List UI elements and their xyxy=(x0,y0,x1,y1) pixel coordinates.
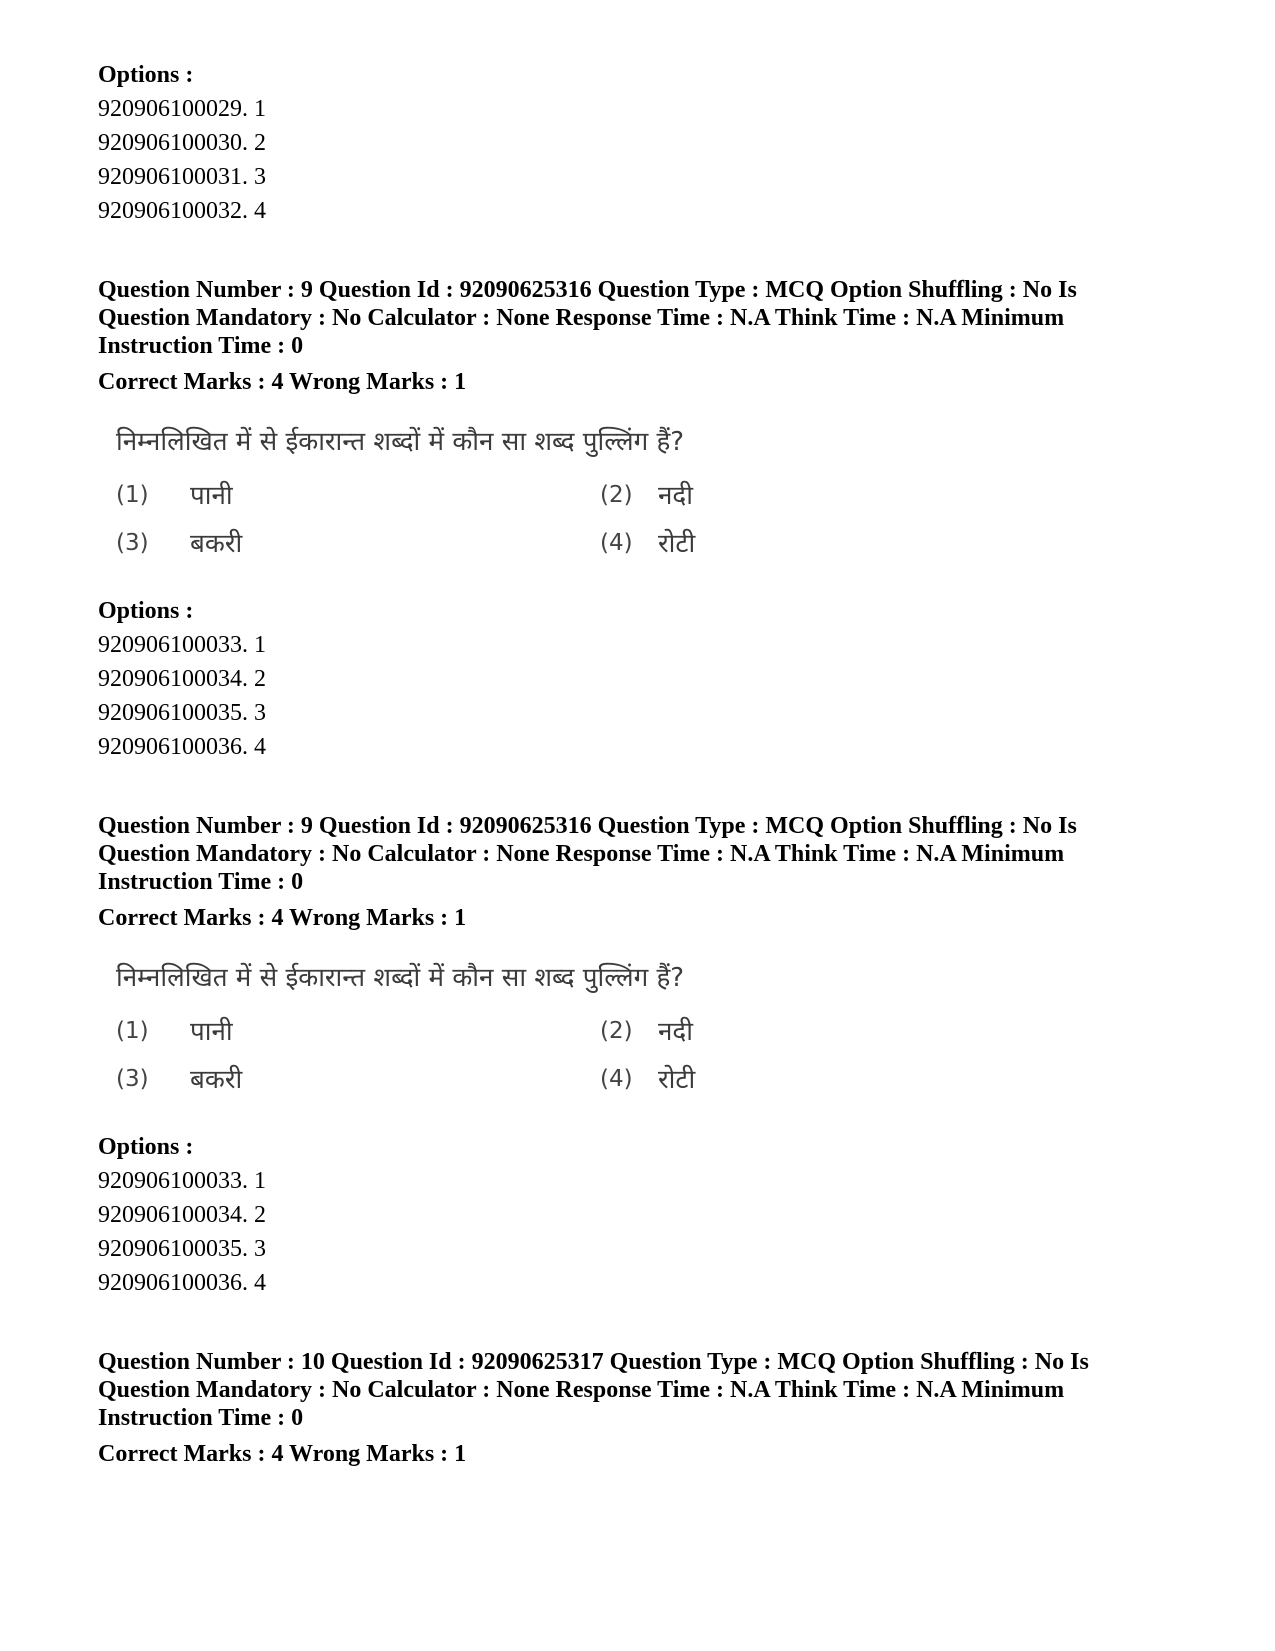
question-meta-line: Question Mandatory : No Calculator : None Response Time : N.A Think Time : N.A Minimum xyxy=(98,305,1065,331)
option-line: 920906100032. 4 xyxy=(98,198,266,224)
option-line: 920906100036. 4 xyxy=(98,1270,266,1296)
question-block xyxy=(98,1348,1198,1468)
question-image xyxy=(98,954,1198,1124)
question-image xyxy=(98,418,1198,588)
choice-number: (1) xyxy=(116,482,149,508)
question-block xyxy=(98,276,1198,764)
choice-text: पानी xyxy=(190,481,233,511)
question-meta-line: Question Number : 10 Question Id : 92090625317 Question Type : MCQ Option Shuffling : No Is xyxy=(98,1349,1089,1375)
choice-text: पानी xyxy=(190,1017,233,1047)
choice-number: (2) xyxy=(600,482,633,508)
question-block xyxy=(98,812,1198,1300)
option-line: 920906100035. 3 xyxy=(98,1236,266,1262)
choice-text: बकरी xyxy=(190,529,243,559)
option-line: 920906100030. 2 xyxy=(98,130,266,156)
option-line: 920906100031. 3 xyxy=(98,164,266,190)
options-section-top xyxy=(98,58,1198,228)
question-meta-line: Instruction Time : 0 xyxy=(98,1405,304,1431)
question-meta-line: Question Number : 9 Question Id : 92090625316 Question Type : MCQ Option Shuffling : No Is xyxy=(98,813,1077,839)
question-stem: निम्नलिखित में से ईकारान्त शब्दों में कौन सा शब्द पुल्लिंग हैं? xyxy=(116,963,685,993)
choice-number: (3) xyxy=(116,530,149,556)
marks-line: Correct Marks : 4 Wrong Marks : 1 xyxy=(98,905,467,931)
choice-text: रोटी xyxy=(658,1065,696,1095)
choice-number: (2) xyxy=(600,1018,633,1044)
options-section xyxy=(98,1130,1198,1300)
option-line: 920906100033. 1 xyxy=(98,1168,266,1194)
options-heading: Options : xyxy=(98,598,194,624)
question-meta-line: Question Number : 9 Question Id : 92090625316 Question Type : MCQ Option Shuffling : No Is xyxy=(98,277,1077,303)
options-heading: Options : xyxy=(98,1134,194,1160)
choice-text: रोटी xyxy=(658,529,696,559)
choice-number: (4) xyxy=(600,530,633,556)
marks-line: Correct Marks : 4 Wrong Marks : 1 xyxy=(98,1441,467,1467)
choice-text: बकरी xyxy=(190,1065,243,1095)
choice-number: (1) xyxy=(116,1018,149,1044)
option-line: 920906100035. 3 xyxy=(98,700,266,726)
option-line: 920906100034. 2 xyxy=(98,666,266,692)
option-line: 920906100036. 4 xyxy=(98,734,266,760)
choice-text: नदी xyxy=(658,1017,693,1047)
question-meta-line: Question Mandatory : No Calculator : None Response Time : N.A Think Time : N.A Minimum xyxy=(98,1377,1065,1403)
marks-line: Correct Marks : 4 Wrong Marks : 1 xyxy=(98,369,467,395)
option-line: 920906100034. 2 xyxy=(98,1202,266,1228)
question-meta-line: Instruction Time : 0 xyxy=(98,869,304,895)
question-meta-line: Question Mandatory : No Calculator : None Response Time : N.A Think Time : N.A Minimum xyxy=(98,841,1065,867)
option-line: 920906100029. 1 xyxy=(98,96,266,122)
document-page xyxy=(98,58,1198,1468)
choice-number: (3) xyxy=(116,1066,149,1092)
choice-number: (4) xyxy=(600,1066,633,1092)
options-section xyxy=(98,594,1198,764)
choice-text: नदी xyxy=(658,481,693,511)
question-meta-line: Instruction Time : 0 xyxy=(98,333,304,359)
option-line: 920906100033. 1 xyxy=(98,632,266,658)
question-stem: निम्नलिखित में से ईकारान्त शब्दों में कौन सा शब्द पुल्लिंग हैं? xyxy=(116,427,685,457)
options-heading: Options : xyxy=(98,62,194,88)
